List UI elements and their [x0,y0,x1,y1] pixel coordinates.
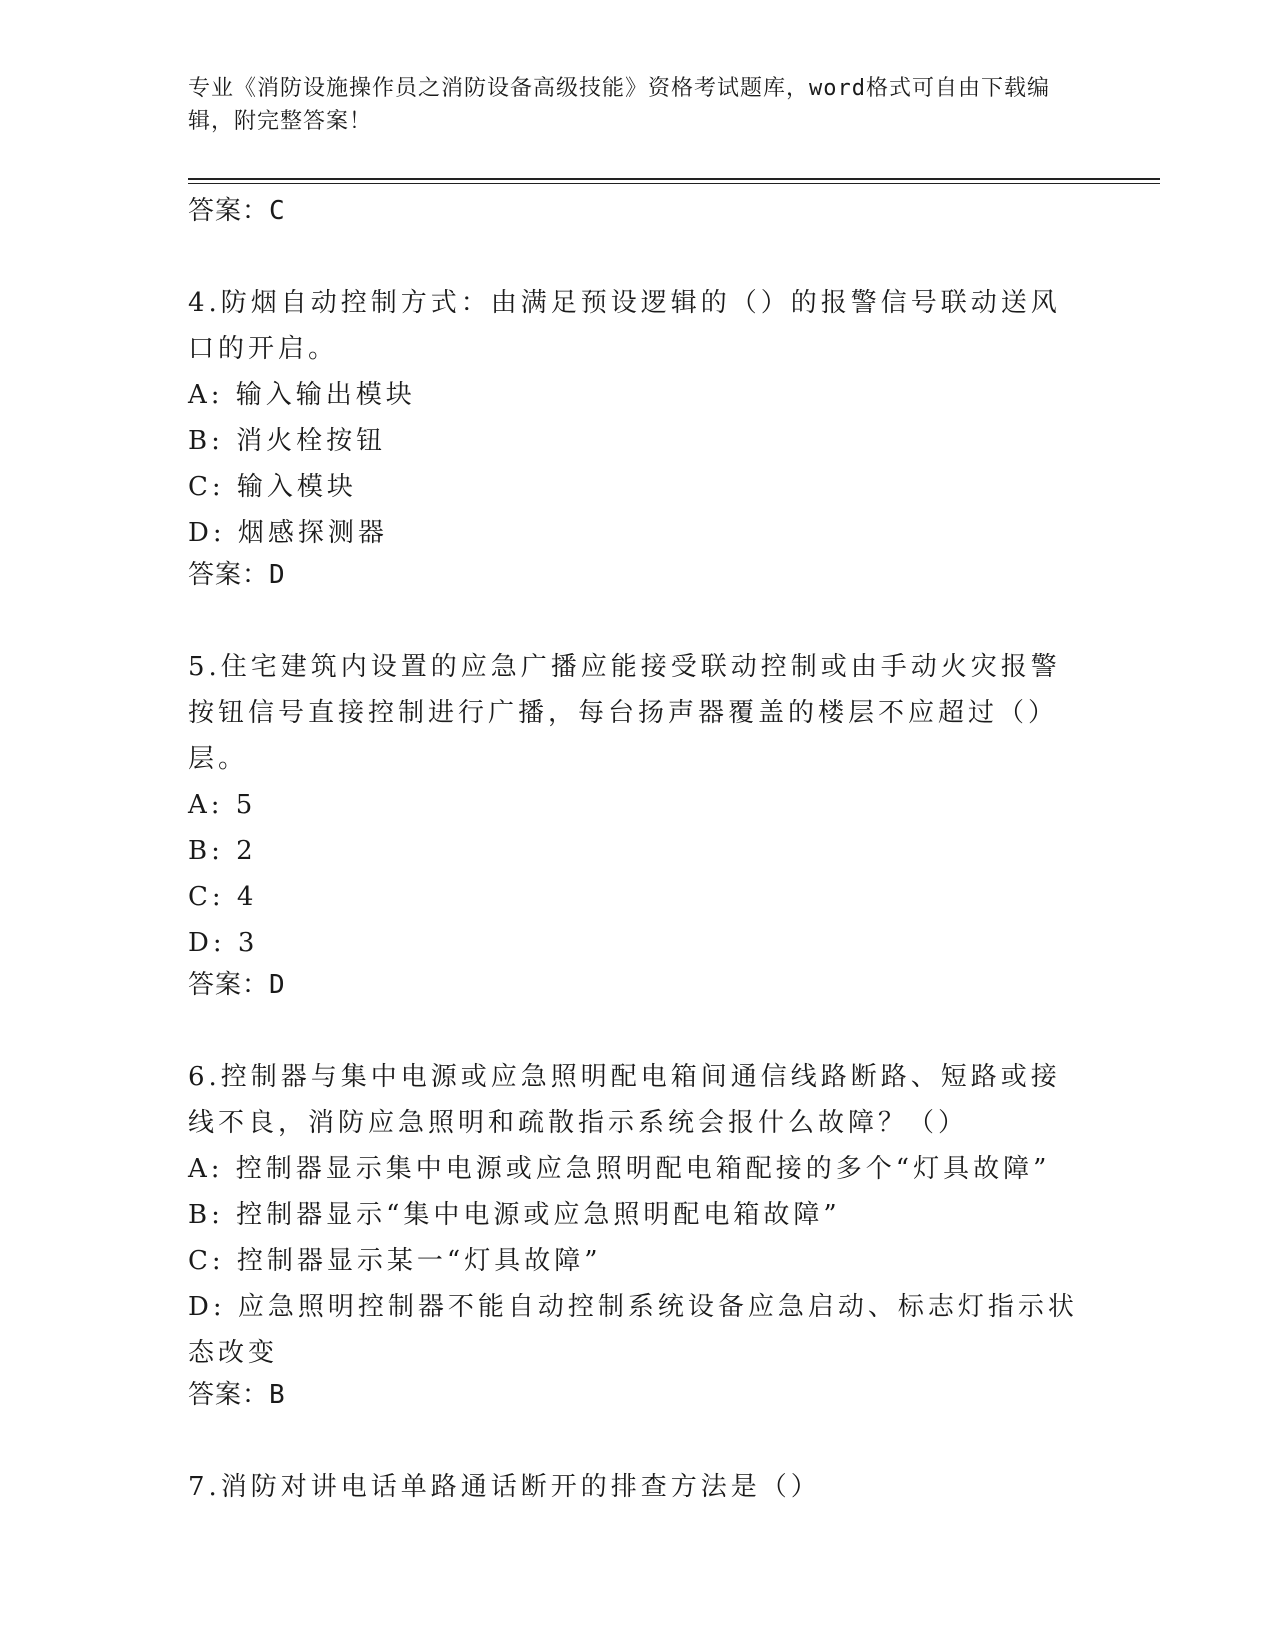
option-a: A: 控制器显示集中电源或应急照明配电箱配接的多个“灯具故障” [188,1154,1051,1184]
header-text: 专业《消防设施操作员之消防设备高级技能》资格考试题库，word格式可自由下载编辑，附完整答案！ [188,76,1050,134]
answer-line: 答案：D [188,970,286,1000]
question-item [188,1054,1088,1414]
option-b: B: 2 [188,836,257,866]
option-c: C: 4 [188,882,258,912]
answer-line: 答案：B [188,1380,286,1410]
spacer [188,1004,1088,1054]
question-item [188,644,1088,1004]
question-item [188,1464,1088,1510]
header-divider [188,178,1160,180]
option-c: C: 输入模块 [188,472,357,502]
spacer [188,1414,1088,1464]
answer-line: 答案：D [188,560,286,590]
option-b: B: 消火栓按钮 [188,426,387,456]
spacer [188,594,1088,644]
option-c: C: 控制器显示某一“灯具故障” [188,1246,602,1276]
question-list [188,192,1088,1510]
document-header [188,72,1088,138]
question-text: 5.住宅建筑内设置的应急广播应能接受联动控制或由手动火灾报警按钮信号直接控制进行广播，每台扬声器覆盖的楼层不应超过（）层。 [188,652,1061,774]
option-a: A: 5 [188,790,257,820]
question-text: 4.防烟自动控制方式：由满足预设逻辑的（）的报警信号联动送风口的开启。 [188,288,1061,364]
option-d: D: 烟感探测器 [188,518,388,548]
option-d: D: 3 [188,928,259,958]
option-a: A: 输入输出模块 [188,380,416,410]
option-b: B: 控制器显示“集中电源或应急照明配电箱故障” [188,1200,841,1230]
answer-line: 答案：C [188,196,286,226]
spacer [188,230,1088,280]
question-text: 6.控制器与集中电源或应急照明配电箱间通信线路断路、短路或接线不良，消防应急照明和疏散指示系统会报什么故障？（） [188,1062,1061,1138]
header-divider-thin [188,183,1160,184]
question-text: 7.消防对讲电话单路通话断开的排查方法是（） [188,1472,821,1502]
question-item [188,280,1088,594]
option-d: D: 应急照明控制器不能自动控制系统设备应急启动、标志灯指示状态改变 [188,1292,1078,1368]
